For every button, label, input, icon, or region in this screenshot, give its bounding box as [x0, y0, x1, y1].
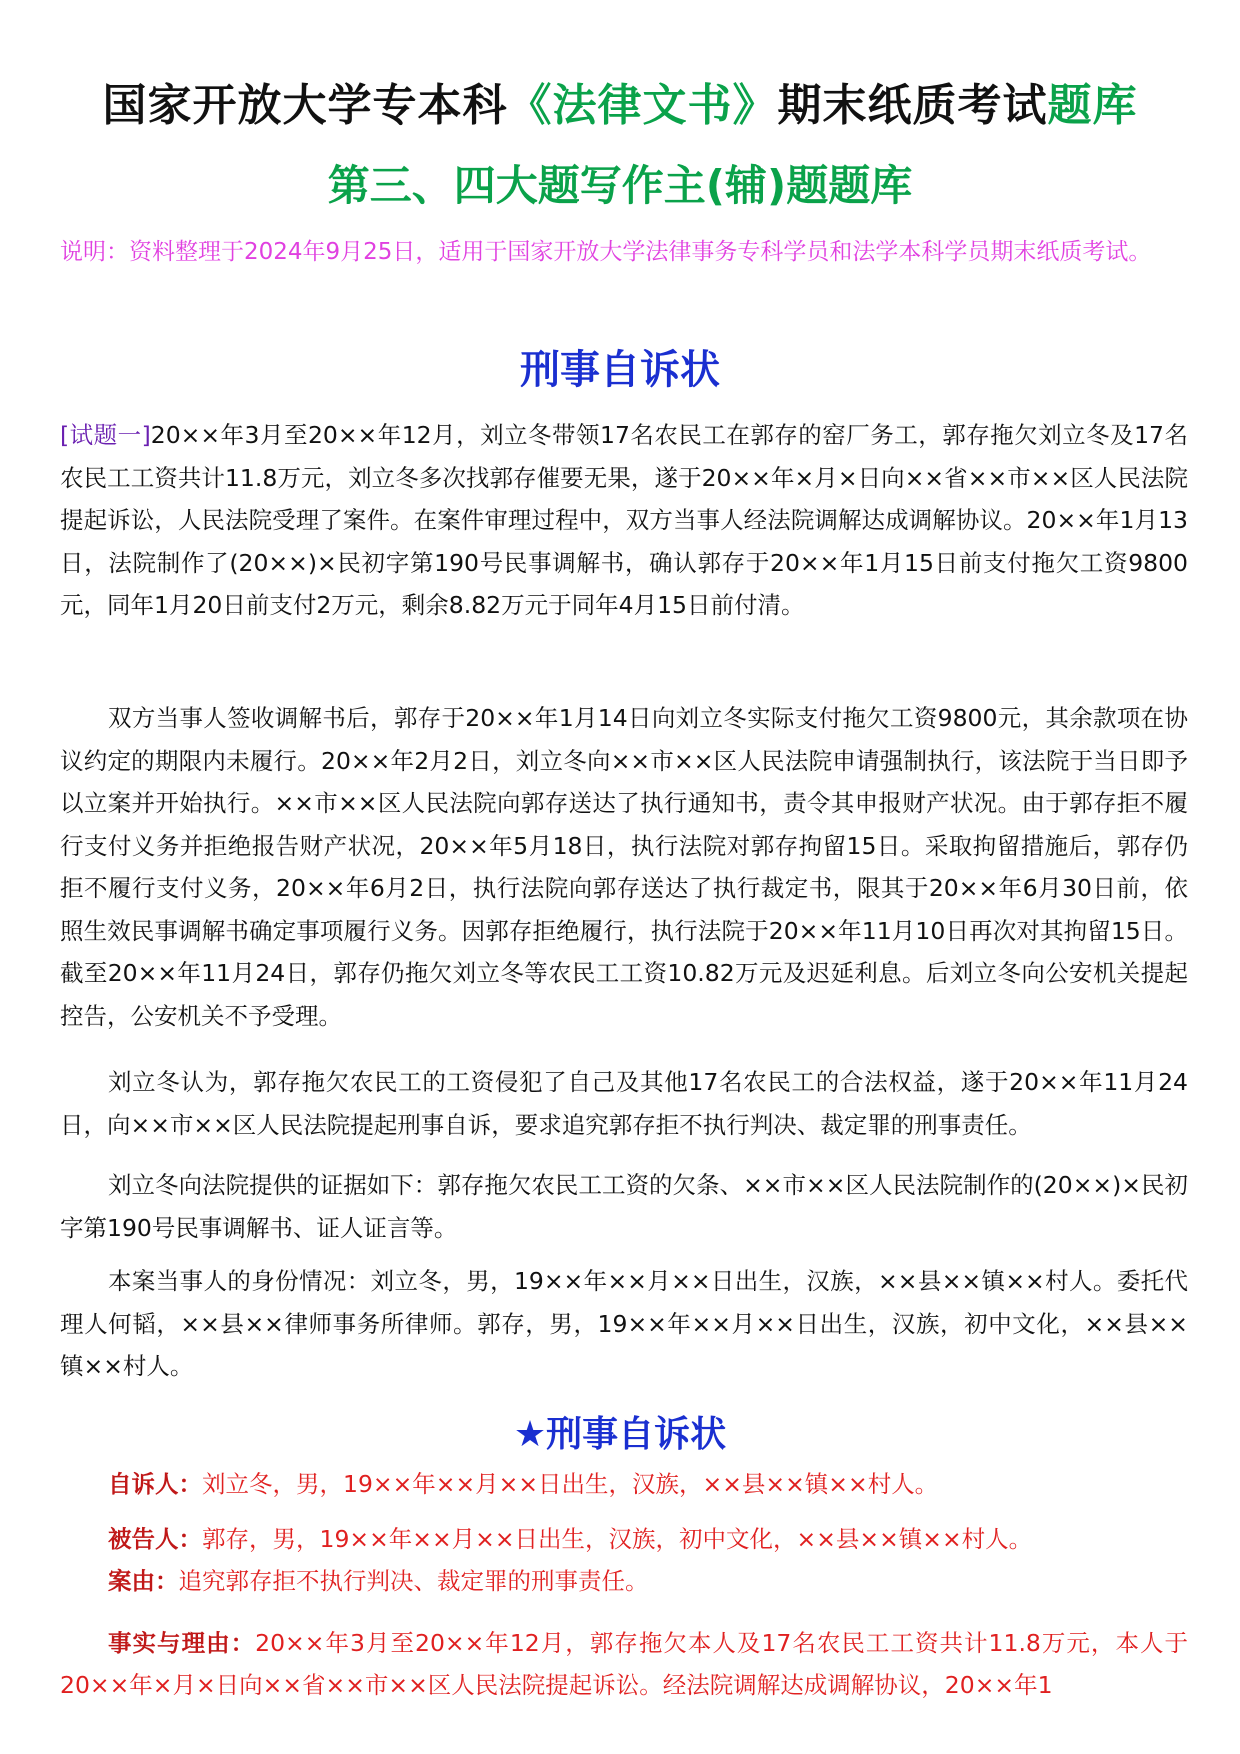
question-paragraph-3: 刘立冬认为，郭存拖欠农民工的工资侵犯了自己及其他17名农民工的合法权益，遂于20××年11月24日，向××市××区人民法院提起刑事自诉，要求追究郭存拒不执行判决、裁定罪的刑事责任。	[60, 1068, 1188, 1139]
question-tag: [试题一]	[60, 421, 151, 449]
defendant-label: 被告人：	[108, 1525, 202, 1553]
facts-label: 事实与理由：	[108, 1629, 256, 1657]
answer-title-text: 刑事自诉状	[546, 1414, 727, 1455]
section-title-criminal-complaint: 刑事自诉状	[520, 347, 720, 393]
title-part-3: 期末纸质考试	[777, 80, 1048, 131]
question-text-1: 20××年3月至20××年12月，刘立冬带领17名农民工在郭存的窑厂务工，郭存拖欠刘立冬及17名农民工工资共计11.8万元，刘立冬多次找郭存催要无果，遂于20××年×月×日向××省××市××区人民法院提起诉讼，人民法院受理了案件。在案件审理过程中，双方当事人经法院调解达成调解协议。20××年1月13日，法院制作了(20××)×民初字第190号民事调解书，确认郭存于20××年1月15日前支付拖欠工资9800元，同年1月20日前支付2万元，剩余8.82万元于同年4月15日前付清。	[60, 421, 1188, 619]
plaintiff-line	[60, 1463, 1188, 1505]
star-icon: ★	[513, 1414, 547, 1455]
document-subtitle: 第三、四大题写作主(辅)题题库	[327, 161, 913, 210]
facts-paragraph	[60, 1622, 1188, 1706]
cause-text: 追究郭存拒不执行判决、裁定罪的刑事责任。	[178, 1567, 649, 1595]
cause-label: 案由：	[108, 1567, 179, 1595]
plaintiff-label: 自诉人：	[108, 1470, 202, 1498]
defendant-line	[60, 1518, 1188, 1560]
plaintiff-text: 刘立冬，男，19××年××月××日出生，汉族，××县××镇××村人。	[202, 1470, 939, 1498]
document-title	[60, 76, 1180, 136]
title-part-1: 国家开放大学专本科	[102, 80, 508, 131]
defendant-text: 郭存，男，19××年××月××日出生，汉族，初中文化，××县××镇××村人。	[202, 1525, 1033, 1553]
question-paragraph-2: 双方当事人签收调解书后，郭存于20××年1月14日向刘立冬实际支付拖欠工资9800元，其余款项在协议约定的期限内未履行。20××年2月2日，刘立冬向××市××区人民法院申请强制执行，该法院于当日即予以立案并开始执行。××市××区人民法院向郭存送达了执行通知书，责令其申报财产状况。由于郭存拒不履行支付义务并拒绝报告财产状况，20××年5月18日，执行法院对郭存拘留15日。采取拘留措施后，郭存仍拒不履行支付义务，20××年6月2日，执行法院向郭存送达了执行裁定书，限其于20××年6月30日前，依照生效民事调解书确定事项履行义务。因郭存拒绝履行，执行法院于20××年11月10日再次对其拘留15日。截至20××年11月24日，郭存仍拖欠刘立冬等农民工工资10.82万元及迟延利息。后刘立冬向公安机关提起控告，公安机关不予受理。	[60, 704, 1188, 1030]
question-paragraph-4: 刘立冬向法院提供的证据如下：郭存拖欠农民工工资的欠条、××市××区人民法院制作的(20××)×民初字第190号民事调解书、证人证言等。	[60, 1171, 1188, 1242]
document-note: 说明：资料整理于2024年9月25日，适用于国家开放大学法律事务专科学员和法学本科学员期末纸质考试。	[60, 239, 1152, 265]
question-paragraph-5: 本案当事人的身份情况：刘立冬，男，19××年××月××日出生，汉族，××县××镇××村人。委托代理人何韬，××县××律师事务所律师。郭存，男，19××年××月××日出生，汉族，初中文化，××县××镇××村人。	[60, 1267, 1188, 1380]
title-part-4: 题库	[1047, 80, 1138, 131]
answer-section-title	[60, 1407, 1180, 1463]
title-part-2: 《法律文书》	[507, 80, 778, 131]
cause-line	[60, 1560, 1188, 1602]
question-paragraph-1	[60, 414, 1188, 627]
facts-text: 20××年3月至20××年12月，郭存拖欠本人及17名农民工工资共计11.8万元，本人于20××年×月×日向××省××市××区人民法院提起诉讼。经法院调解达成调解协议，20××年1	[60, 1629, 1188, 1699]
